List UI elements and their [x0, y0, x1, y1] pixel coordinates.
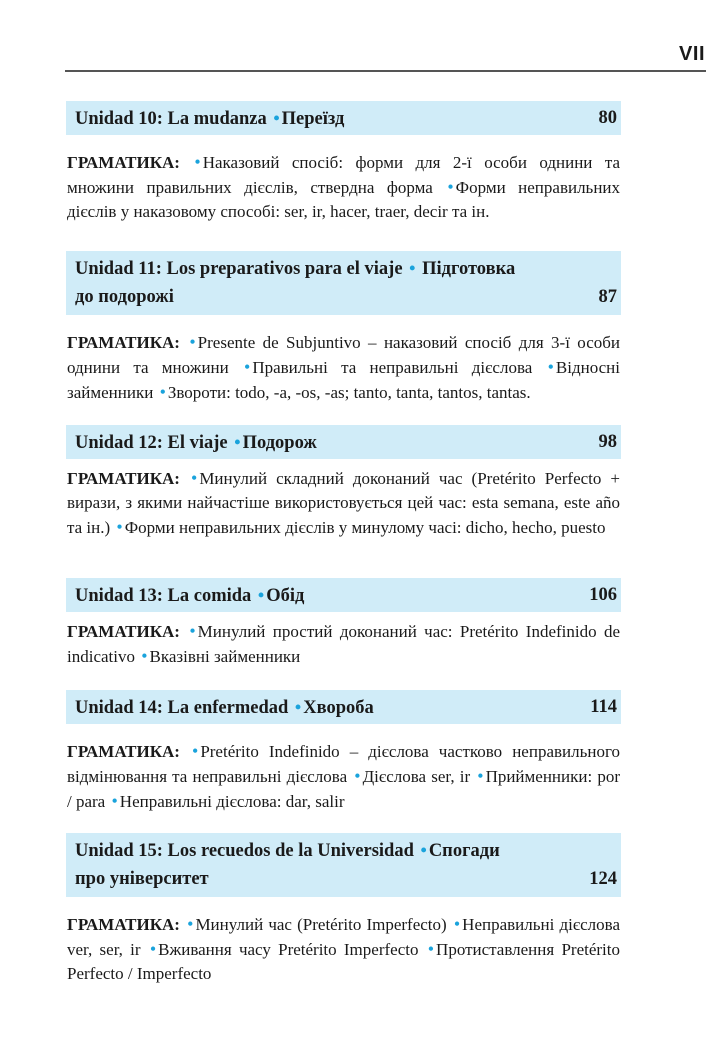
- grammar-label: ГРАМАТИКА:: [67, 915, 180, 934]
- bullet-icon: •: [149, 939, 157, 959]
- bullet-icon: •: [409, 258, 416, 278]
- grammar-item: Вказівні займенники: [149, 647, 301, 666]
- bullet-icon: •: [191, 468, 198, 488]
- grammar-item: Pretérito Indefinido – дієслова частково неправильного відмінювання та неправильні дієслова: [67, 742, 620, 786]
- toc-unit-11: [66, 251, 621, 405]
- unit-heading[interactable]: [66, 101, 621, 135]
- bullet-icon: •: [447, 177, 454, 197]
- grammar-item: Форми неправильних дієслів у минулому часі: dicho, hecho, puesto: [124, 518, 606, 537]
- unit-title-uk: Подорож: [242, 433, 317, 453]
- unit-page-number: 87: [598, 287, 617, 307]
- unit-page-number: 106: [589, 585, 617, 605]
- bullet-icon: •: [111, 791, 118, 811]
- unit-title-es: Unidad 13: La comida: [75, 586, 252, 606]
- grammar-label: ГРАМАТИКА:: [67, 469, 180, 488]
- grammar-text: [66, 466, 621, 540]
- grammar-text: [66, 330, 621, 405]
- grammar-label: ГРАМАТИКА:: [67, 622, 180, 641]
- grammar-text: [66, 739, 621, 814]
- grammar-item: Минулий простий доконаний час: Pretérito Indefinido de indicativo: [67, 622, 621, 666]
- unit-title-uk-cont: до подорожі: [75, 287, 174, 307]
- grammar-item: Правильні та неправильні дієслова: [252, 358, 533, 377]
- bullet-icon: •: [257, 585, 265, 605]
- grammar-text: [66, 619, 621, 669]
- page-number: VII: [679, 43, 705, 65]
- grammar-item: Протиставлення Pretérito Perfecto / Imperfecto: [67, 940, 620, 983]
- toc-unit-15: [66, 833, 621, 986]
- unit-heading[interactable]: [66, 425, 621, 459]
- bullet-icon: •: [192, 741, 199, 761]
- unit-heading[interactable]: [66, 251, 621, 315]
- unit-title-uk: Спогади: [428, 841, 500, 861]
- bullet-icon: •: [234, 432, 241, 452]
- bullet-icon: •: [244, 357, 251, 377]
- bullet-icon: •: [189, 621, 196, 641]
- grammar-item: Неправильні дієслова ver, ser, ir: [67, 915, 621, 959]
- grammar-item: Неправильні дієслова: dar, salir: [119, 792, 345, 811]
- unit-title-es: Unidad 14: La enfermedad: [75, 698, 289, 718]
- bullet-icon: •: [194, 152, 201, 172]
- grammar-item: Прийменники: por / para: [67, 767, 621, 811]
- grammar-label: ГРАМАТИКА:: [67, 333, 180, 352]
- grammar-item: Дієслова ser, ir: [362, 767, 471, 786]
- toc-unit-14: [66, 690, 621, 814]
- bullet-icon: •: [477, 766, 484, 786]
- unit-heading[interactable]: [66, 578, 621, 612]
- grammar-text: [66, 150, 621, 224]
- unit-title-uk: Обід: [266, 586, 305, 606]
- bullet-icon: •: [141, 646, 148, 666]
- unit-title-es: Unidad 15: Los recuedos de la Universidad: [75, 841, 414, 861]
- unit-page-number: 98: [598, 432, 617, 452]
- unit-page-number: 80: [598, 108, 617, 128]
- bullet-icon: •: [427, 939, 435, 959]
- grammar-item: Звороти: todo, -a, -os, -as; tanto, tanta, tantos, tantas.: [167, 383, 531, 402]
- unit-page-number: 114: [590, 697, 617, 717]
- bullet-icon: •: [189, 332, 196, 352]
- toc-unit-13: [66, 578, 621, 669]
- bullet-icon: •: [354, 766, 361, 786]
- unit-heading[interactable]: [66, 833, 621, 897]
- grammar-item: Наказовий спосіб: форми для 2-ї особи однини та множини правильних дієслів, стверднa форма: [67, 153, 620, 197]
- grammar-item: Форми неправильних дієслів у наказовому способі: ser, ir, hacer, traer, decir та ін.: [67, 178, 621, 221]
- bullet-icon: •: [273, 108, 280, 128]
- unit-page-number: 124: [589, 869, 617, 889]
- bullet-icon: •: [116, 517, 123, 537]
- grammar-text: [66, 912, 621, 986]
- toc-unit-12: [66, 425, 621, 540]
- unit-title-uk: Підготовка: [422, 259, 516, 279]
- unit-title-uk: Хвороба: [303, 698, 374, 718]
- unit-title-es: Unidad 10: La mudanza: [75, 109, 267, 129]
- unit-title-uk: Переїзд: [281, 109, 345, 129]
- grammar-item: Вживання часу Pretérito Imperfecto: [158, 940, 419, 959]
- grammar-item: Минулий час (Pretérito Imperfecto): [195, 915, 447, 934]
- grammar-label: ГРАМАТИКА:: [67, 153, 180, 172]
- bullet-icon: •: [159, 382, 166, 402]
- unit-title-es: Unidad 12: El viaje: [75, 433, 228, 453]
- bullet-icon: •: [453, 914, 461, 934]
- grammar-label: ГРАМАТИКА:: [67, 742, 180, 761]
- grammar-item: Presente de Subjuntivo – наказовий спосіб для 3-ї особи однини та множини: [67, 333, 621, 377]
- toc-unit-10: [66, 101, 621, 224]
- bullet-icon: •: [547, 357, 554, 377]
- bullet-icon: •: [294, 697, 302, 717]
- unit-title-uk-cont: про університет: [75, 869, 209, 889]
- bullet-icon: •: [420, 840, 427, 860]
- grammar-item: Відносні займенники: [67, 358, 620, 402]
- header-rule: [65, 70, 706, 72]
- unit-heading[interactable]: [66, 690, 621, 724]
- bullet-icon: •: [187, 914, 194, 934]
- grammar-item: Минулий складний доконаний час (Pretérito Perfecto + вирази, з якими найчастіше використовується цей час: esta semana, este año та ін.): [67, 469, 621, 537]
- unit-title-es: Unidad 11: Los preparativos para el viaje: [75, 259, 403, 279]
